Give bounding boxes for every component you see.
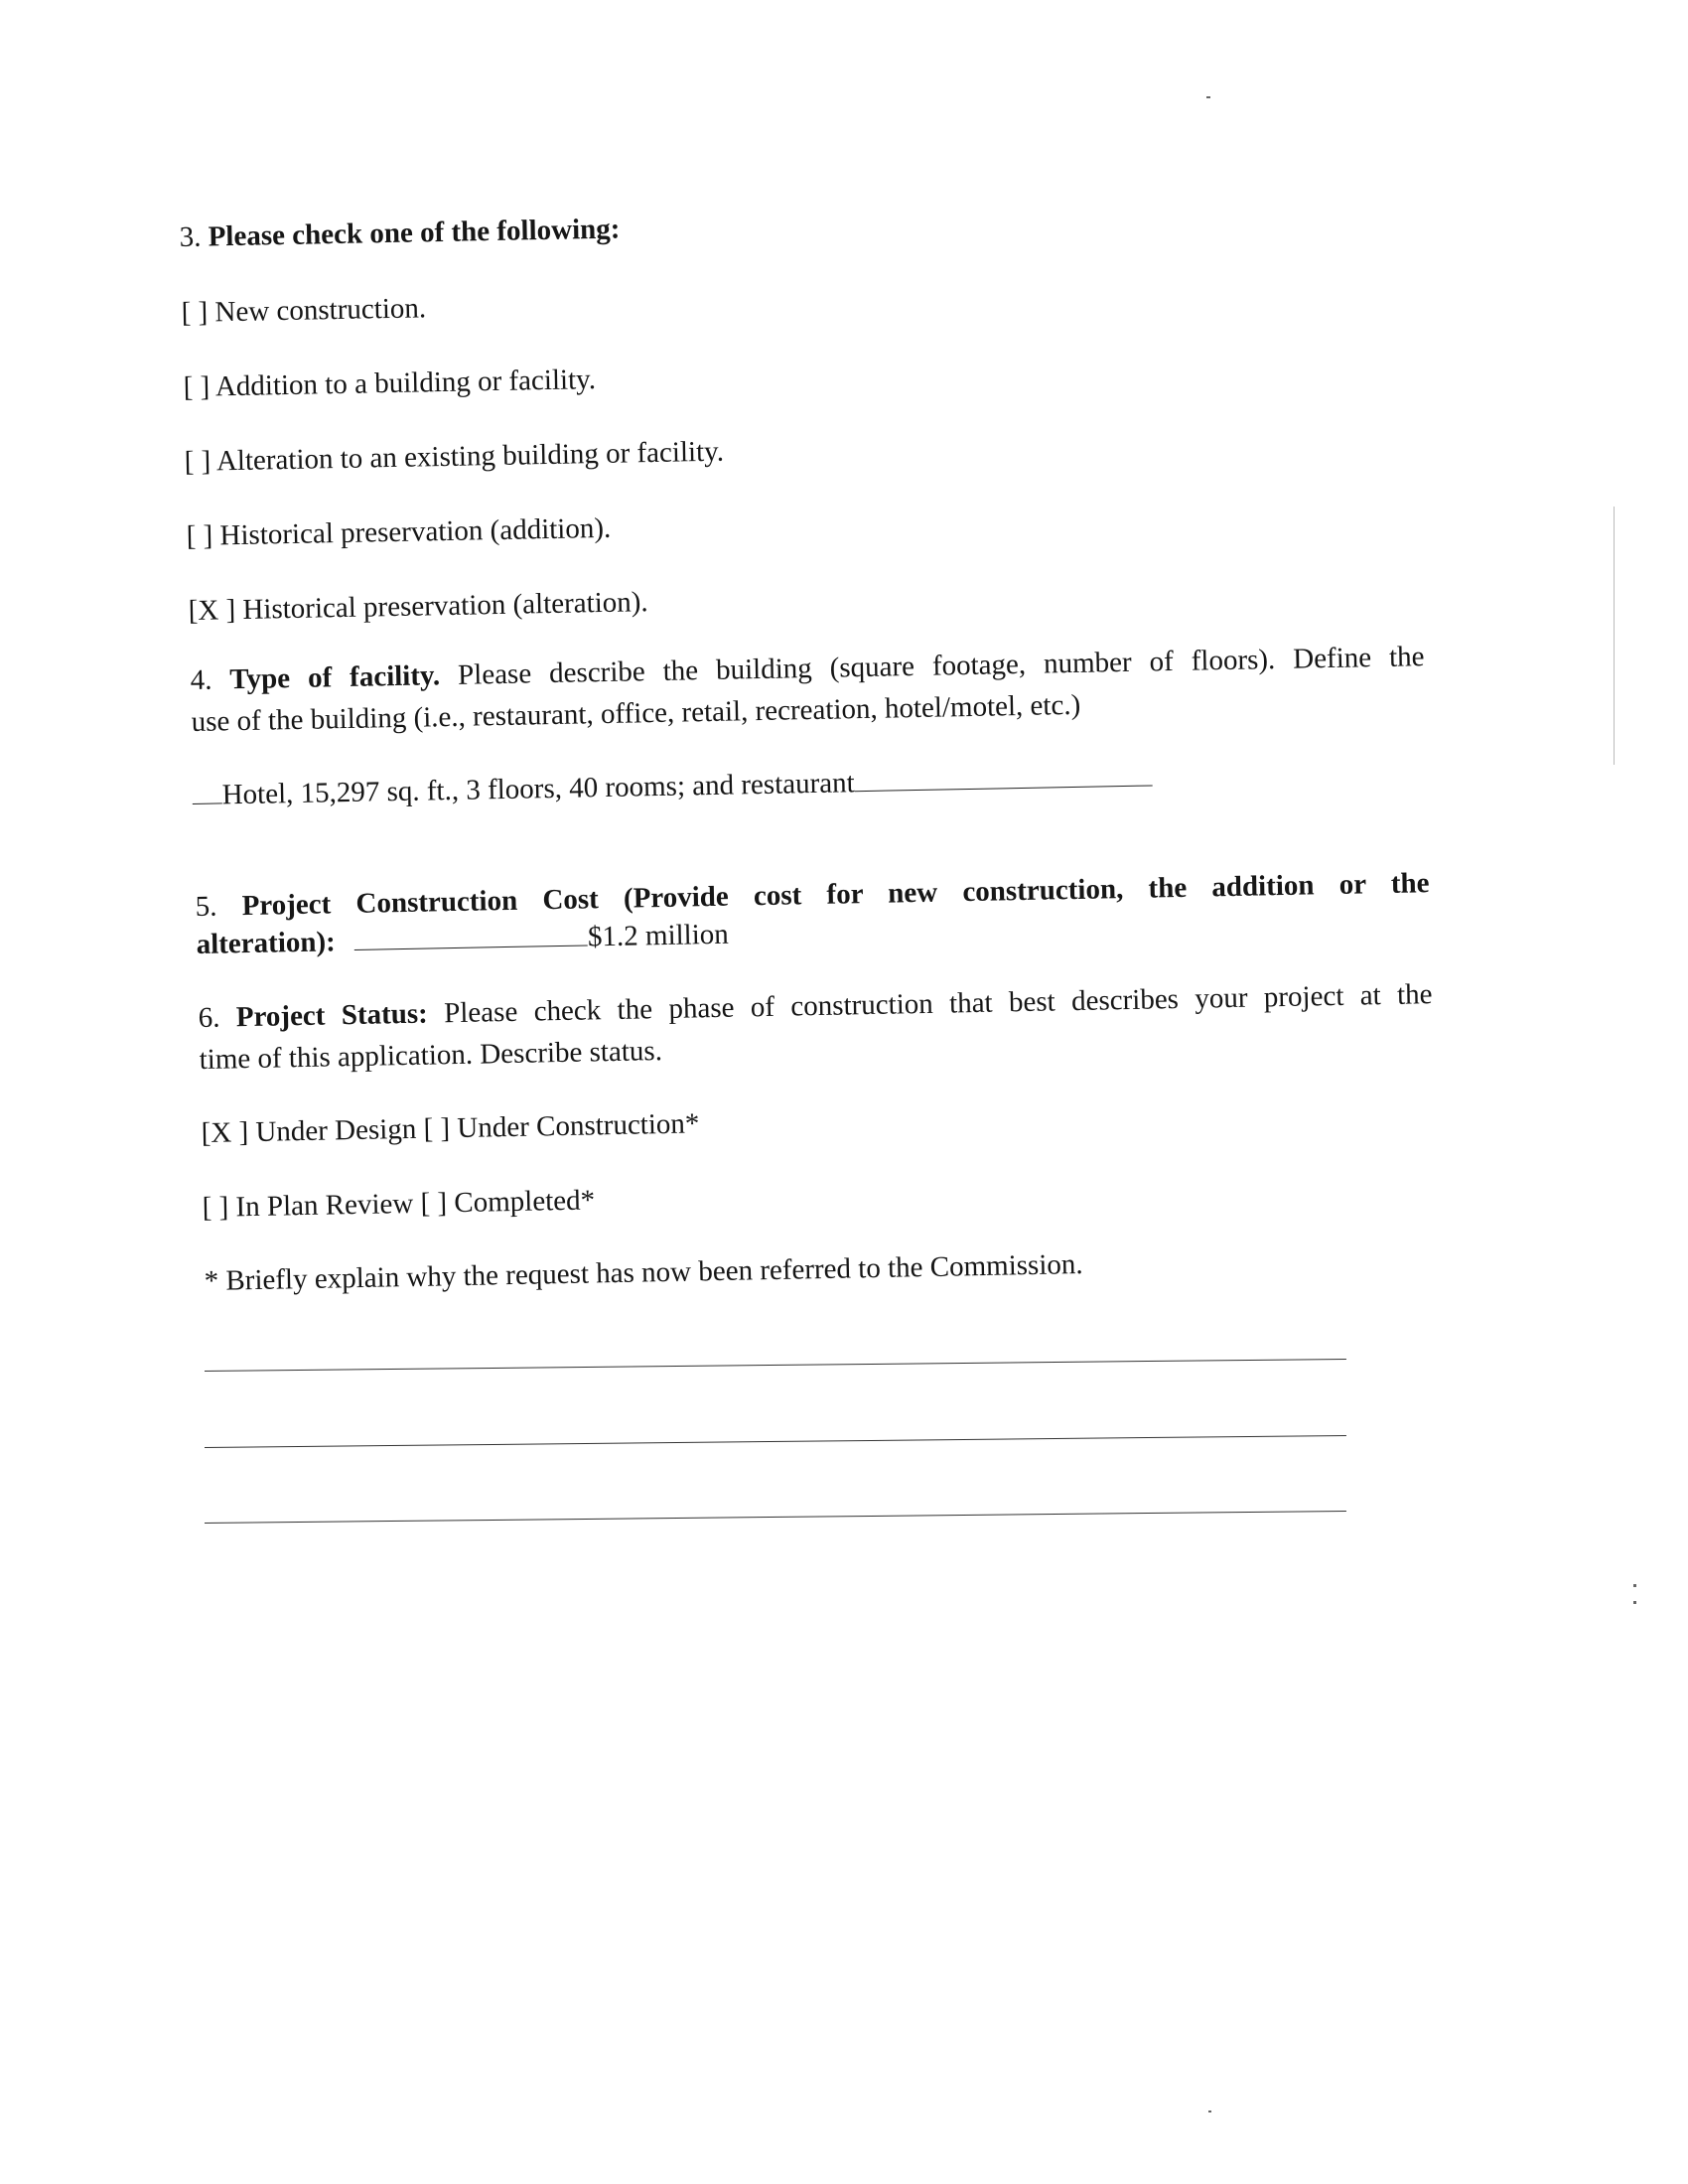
q6-footnote: * Briefly explain why the request has now been referred to the Commission. [204, 1248, 1083, 1298]
scan-speck [1208, 2111, 1211, 2112]
q4-number: 4. [190, 663, 212, 697]
checkbox[interactable]: [ ] [186, 519, 213, 553]
scan-edge-mark [1614, 507, 1615, 765]
q6-line1 [198, 977, 1432, 1035]
q4-heading: Type of facility. [229, 659, 441, 696]
option-label: Alteration to an existing building or facility. [215, 435, 725, 478]
q3-option-historical-addition[interactable] [186, 511, 611, 553]
blank-line [192, 779, 221, 804]
q6-text: Please check the phase of construction that best describes your project at the [443, 978, 1433, 1030]
status-under-construction: Under Construction* [457, 1107, 700, 1145]
q3-heading-text: Please check one of the following: [208, 213, 621, 253]
q6-heading: Project Status: [235, 997, 429, 1034]
status-completed: Completed* [454, 1184, 596, 1220]
checkbox[interactable]: [ ] [202, 1191, 229, 1225]
option-label: New construction. [214, 292, 427, 329]
q6-status-row2 [202, 1183, 595, 1225]
option-label: Addition to a building or facility. [214, 364, 597, 403]
checkbox[interactable]: [ ] [420, 1187, 448, 1220]
q5-line1 [195, 866, 1429, 924]
status-under-design: Under Design [255, 1112, 417, 1148]
q5-line2[interactable] [196, 918, 729, 961]
q3-option-historical-alteration[interactable] [188, 585, 648, 628]
q4-answer[interactable]: Hotel, 15,297 sq. ft., 3 floors, 40 rooms; and restaurant [221, 767, 855, 811]
blank-line [854, 761, 1152, 792]
q3-option-addition[interactable] [183, 363, 596, 404]
scan-speck [1633, 1601, 1636, 1604]
q5-answer[interactable]: $1.2 million [587, 918, 730, 953]
q6-line2: time of this application. Describe status. [199, 1035, 663, 1077]
checkbox[interactable]: [ ] [423, 1112, 451, 1145]
q3-option-alteration[interactable] [184, 435, 724, 479]
q3-number: 3. [179, 220, 202, 254]
option-label: Historical preservation (addition). [219, 511, 612, 552]
q4-text: Please describe the building (square footage, number of floors). Define the [457, 641, 1425, 691]
q4-answer-field[interactable] [192, 760, 1153, 812]
explanation-line-3[interactable] [205, 1511, 1346, 1524]
scan-speck [1633, 1584, 1636, 1587]
q5-number: 5. [195, 890, 217, 924]
q6-status-row1 [201, 1106, 699, 1150]
checkbox-checked[interactable]: [X ] [188, 594, 236, 628]
status-in-plan-review: In Plan Review [235, 1187, 414, 1224]
blank-line [354, 921, 588, 950]
explanation-line-2[interactable] [205, 1435, 1346, 1448]
checkbox-checked[interactable]: [X ] [201, 1116, 249, 1150]
checkbox[interactable]: [ ] [183, 370, 211, 404]
checkbox[interactable]: [ ] [181, 296, 209, 330]
q4-line2: use of the building (i.e., restaurant, office, retail, recreation, hotel/motel, etc.) [191, 688, 1081, 739]
q5-heading-cont: alteration): [196, 926, 337, 961]
option-label: Historical preservation (alteration). [242, 586, 648, 626]
q3-option-new-construction[interactable] [181, 291, 426, 330]
q6-number: 6. [198, 1001, 220, 1035]
scan-speck [1206, 96, 1210, 98]
q3-heading [179, 212, 620, 254]
checkbox[interactable]: [ ] [184, 445, 211, 479]
q4-line1 [190, 640, 1424, 697]
explanation-line-1[interactable] [205, 1359, 1346, 1372]
q5-heading: Project Construction Cost (Provide cost for new construction, the addition or the [241, 867, 1430, 923]
